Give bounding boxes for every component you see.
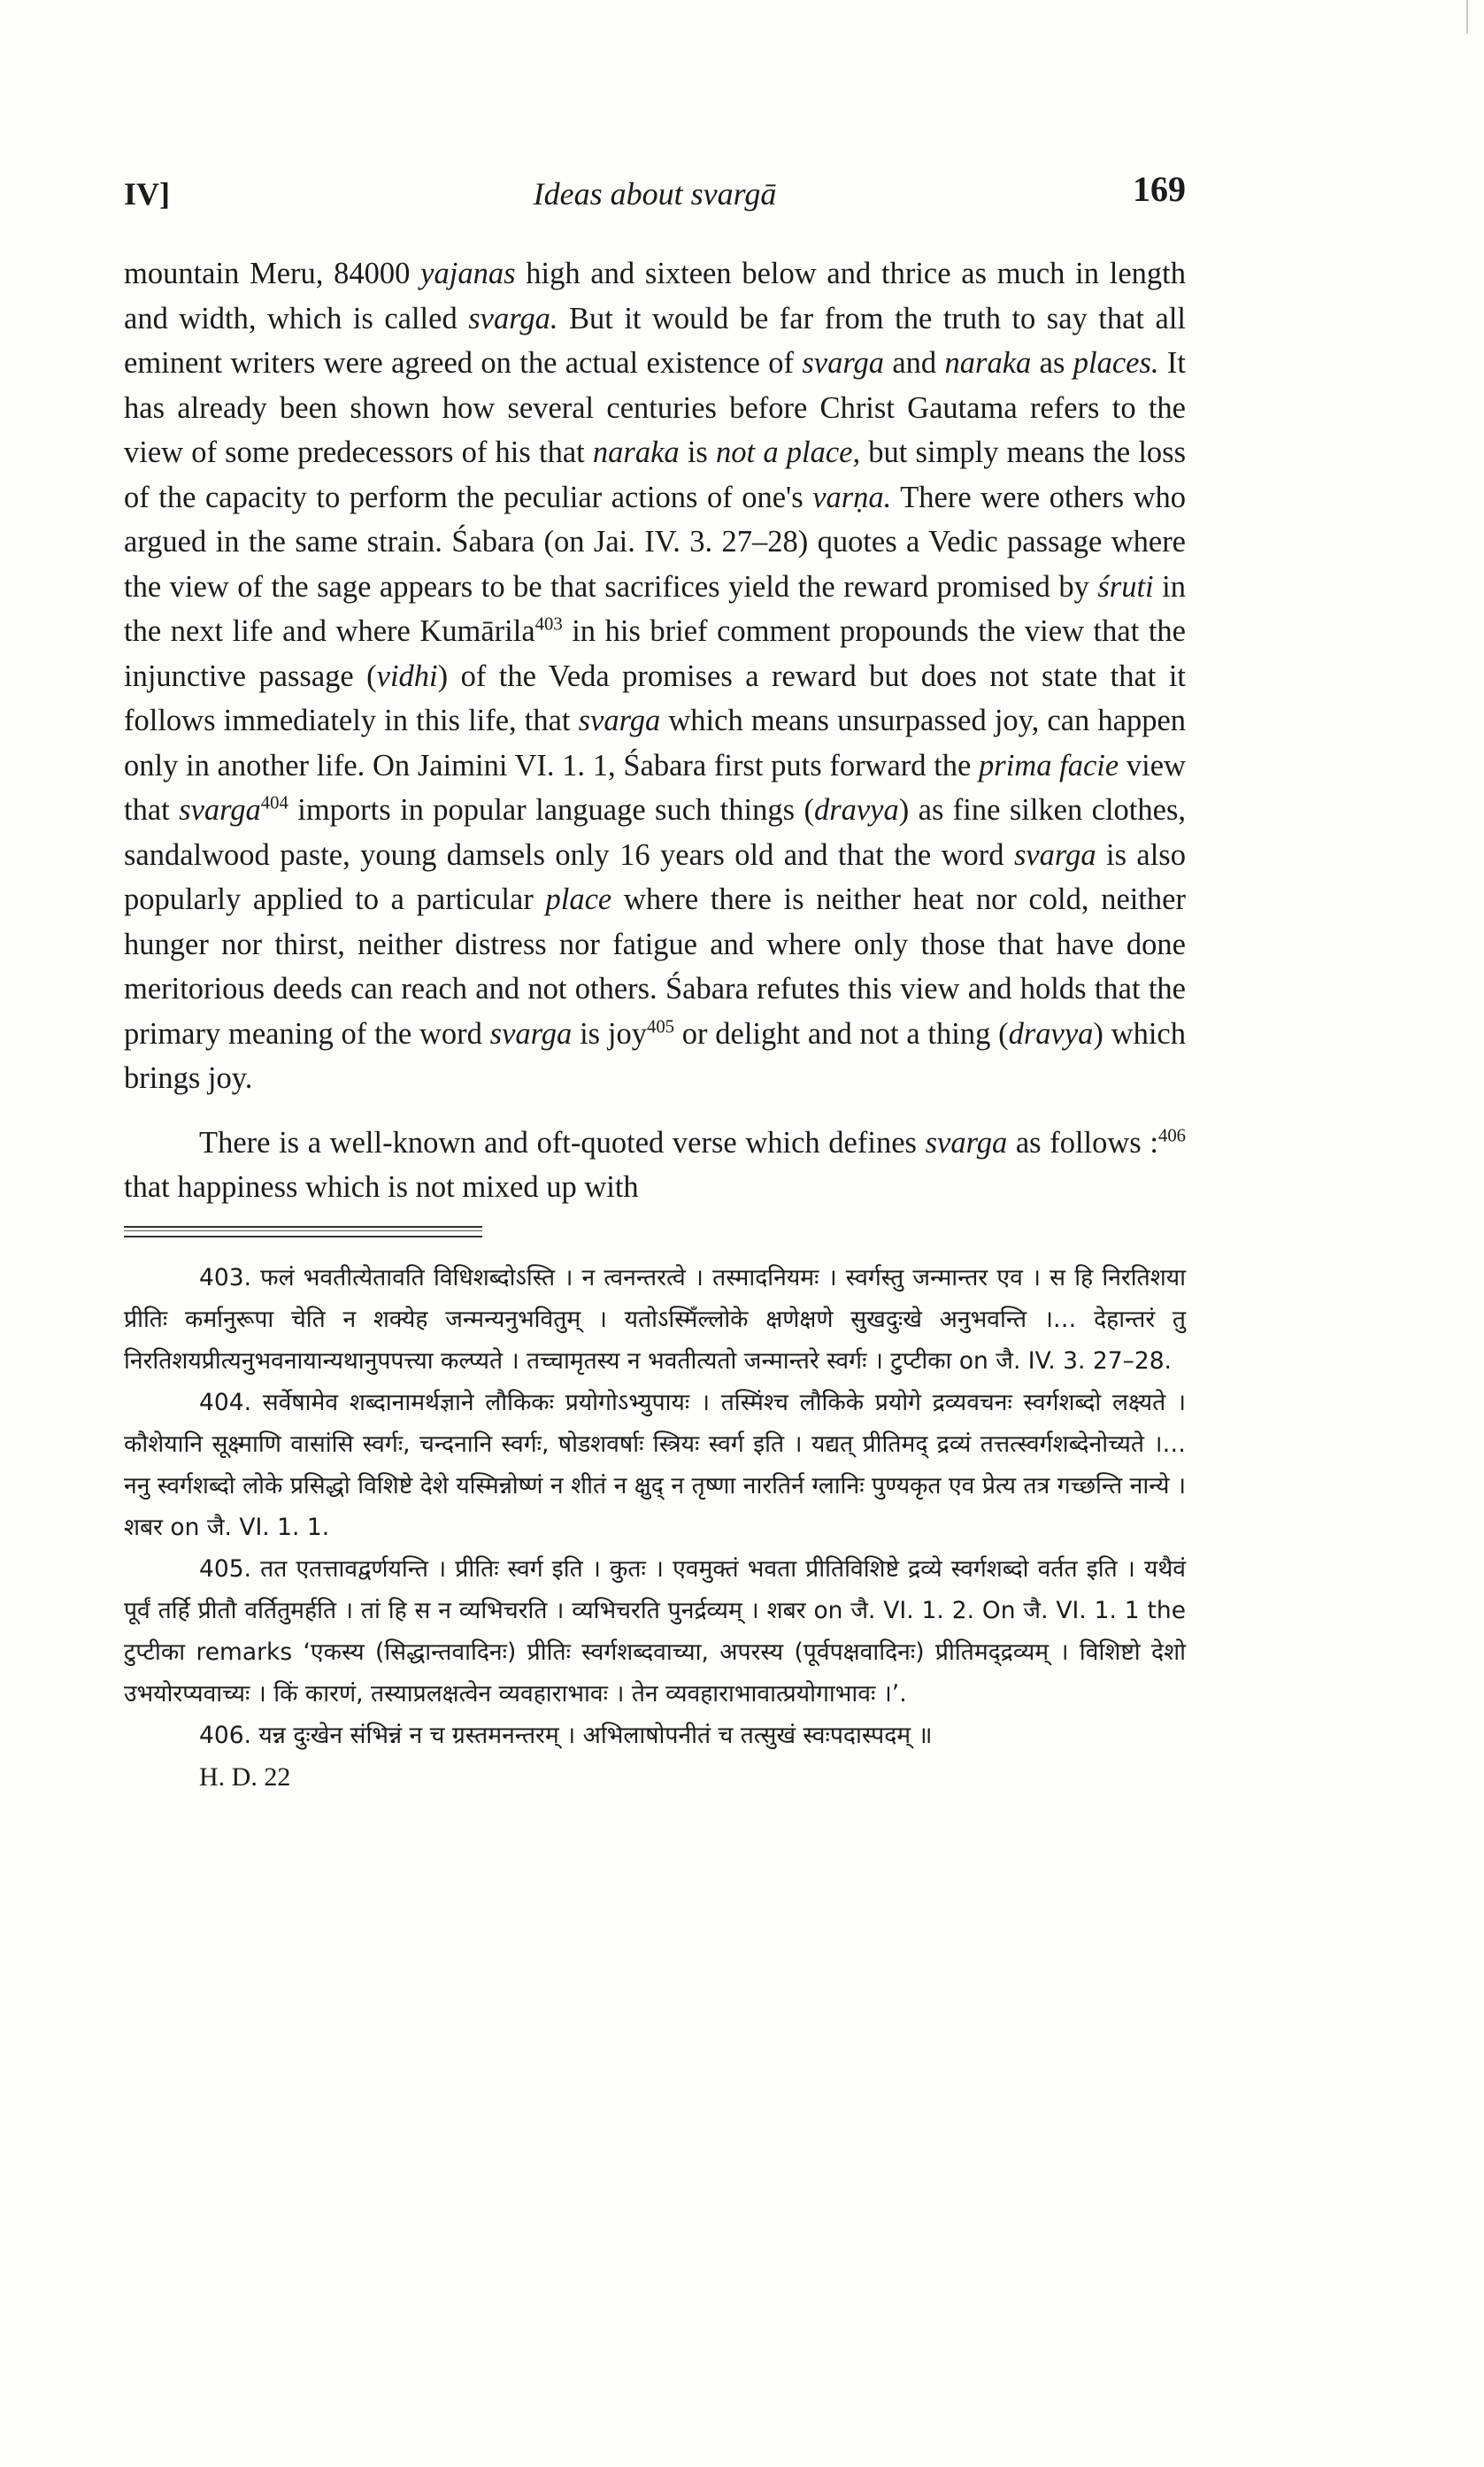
page-number: 169 xyxy=(1133,169,1186,209)
paragraph-1: mountain Meru, 84000 yajanas high and sixteen below and thrice as much in length and width, which is called svarga. But it would be far from the truth to say that all eminent writers were agreed on the actual existence of svarga and naraka as places. It has already been shown how several centuries before Christ Gautama refers to the view of some predecessors of his that naraka is not a place, but simply means the loss of the capacity to perform the peculiar actions of one's varṇa. There were others who argued in the same strain. Śabara (on Jai. IV. 3. 27–28) quotes a Vedic passage where the view of the sage appears to be that sacrifices yield the reward promised by śruti in the next life and where Kumārila$^{403}$ in his brief comment propounds the view that the injunctive passage (vidhi) of the Veda promises a reward but does not state that it follows immediately in this life, that svarga which means unsurpassed joy, can happen only in another life. On Jaimini VI. 1. 1, Śabara first puts forward the prima facie view that svarga$^{404}$ imports in popular language such things (dravya) as fine silken clothes, sandalwood paste, young damsels only 16 years old and that the word svarga is also popularly applied to a particular place where there is neither heat nor cold, neither hunger nor thirst, neither distress nor fatigue and where only those that have done meritorious deeds can reach and not others. Śabara refutes this view and holds that the primary meaning of the word svarga is joy$^{405}$ or delight and not a thing (dravya) which brings joy. xyxy=(124,257,1187,1095)
footnotes xyxy=(124,1257,1186,1798)
footnote-406: 406. यन्न दुःखेन संभिन्नं न च ग्रस्तमनन्तरम् । अभिलाषोपनीतं च तत्सुखं स्वःपदास्पदम् ॥ xyxy=(199,1721,933,1749)
page xyxy=(124,168,1186,1798)
paragraph-2: There is a well-known and oft-quoted verse which defines svarga as follows :$^{406}$ that happiness which is not mixed up with xyxy=(124,1125,1186,1204)
margin-mark xyxy=(1466,0,1468,34)
footnote-405: 405. तत एतत्तावद्वर्णयन्ति । प्रीतिः स्वर्ग इति । कुतः । एवमुक्तं भवता प्रीतिविशिष्टे द्रव्ये स्वर्गशब्दो वर्तत इति । यथैवं पूर्वं तर्हि प्रीतौ वर्तितुमर्हति । तां हि स न व्यभिचरति । व्यभिचरति पुनर्द्रव्यम् । शबर on जै. VI. 1. 2. On जै. VI. 1. 1 the टुप्टीका remarks ‘एकस्य (सिद्धान्तवादिनः) प्रीतिः स्वर्गशब्दवाच्या, अपरस्य (पूर्वपक्षवादिनः) प्रीतिमद्द्रव्यम् । विशिष्टो देशो उभयोरप्यवाच्यः । किं कारणं, तस्याप्रलक्षत्वेन व्यवहाराभावः । तेन व्यवहाराभावात्प्रयोगाभावः ।’. xyxy=(124,1554,1186,1708)
footnote-403: 403. फलं भवतीत्येतावति विधिशब्दोऽस्ति । न त्वनन्तरत्वे । तस्मादनियमः । स्वर्गस्तु जन्मान्तर एव । स हि निरतिशया प्रीतिः कर्मानुरूपा चेति न शक्येह जन्मन्यनुभवितुम् । यतोऽस्मिँल्लोके क्षणेक्षणे सुखदुःखे अनुभवन्ति ।… देहान्तरं तु निरतिशयप्रीत्यनुभवनायान्यथानुपपत्त्या कल्प्यते । तच्चामृतस्य न भवतीत्यतो जन्मान्तरे स्वर्गः । टुप्टीका on जै. IV. 3. 27–28. xyxy=(124,1263,1186,1375)
body-text xyxy=(124,251,1186,1210)
footnote-divider xyxy=(124,1226,482,1237)
section-number: IV] xyxy=(124,176,170,212)
signature-mark: H. D. 22 xyxy=(199,1762,291,1792)
running-title: Ideas about svargā xyxy=(533,176,777,212)
footnote-404: 404. सर्वेषामेव शब्दानामर्थज्ञाने लौकिकः प्रयोगोऽभ्युपायः । तस्मिंश्च लौकिके प्रयोगे द्रव्यवचनः स्वर्गशब्दो लक्ष्यते । कौशेयानि सूक्ष्माणि वासांसि स्वर्गः, चन्दनानि स्वर्गः, षोडशवर्षाः स्त्रियः स्वर्ग इति । यद्यत् प्रीतिमद् द्रव्यं तत्तत्स्वर्गशब्देनोच्यते ।… ननु स्वर्गशब्दो लोके प्रसिद्धो विशिष्टे देशे यस्मिन्नोष्णं न शीतं न क्षुद् न तृष्णा नारतिर्न ग्लानिः पुण्यकृत एव प्रेत्य तत्र गच्छन्ति नान्ये । शबर on जै. VI. 1. 1. xyxy=(124,1388,1186,1541)
running-header xyxy=(124,168,1186,221)
